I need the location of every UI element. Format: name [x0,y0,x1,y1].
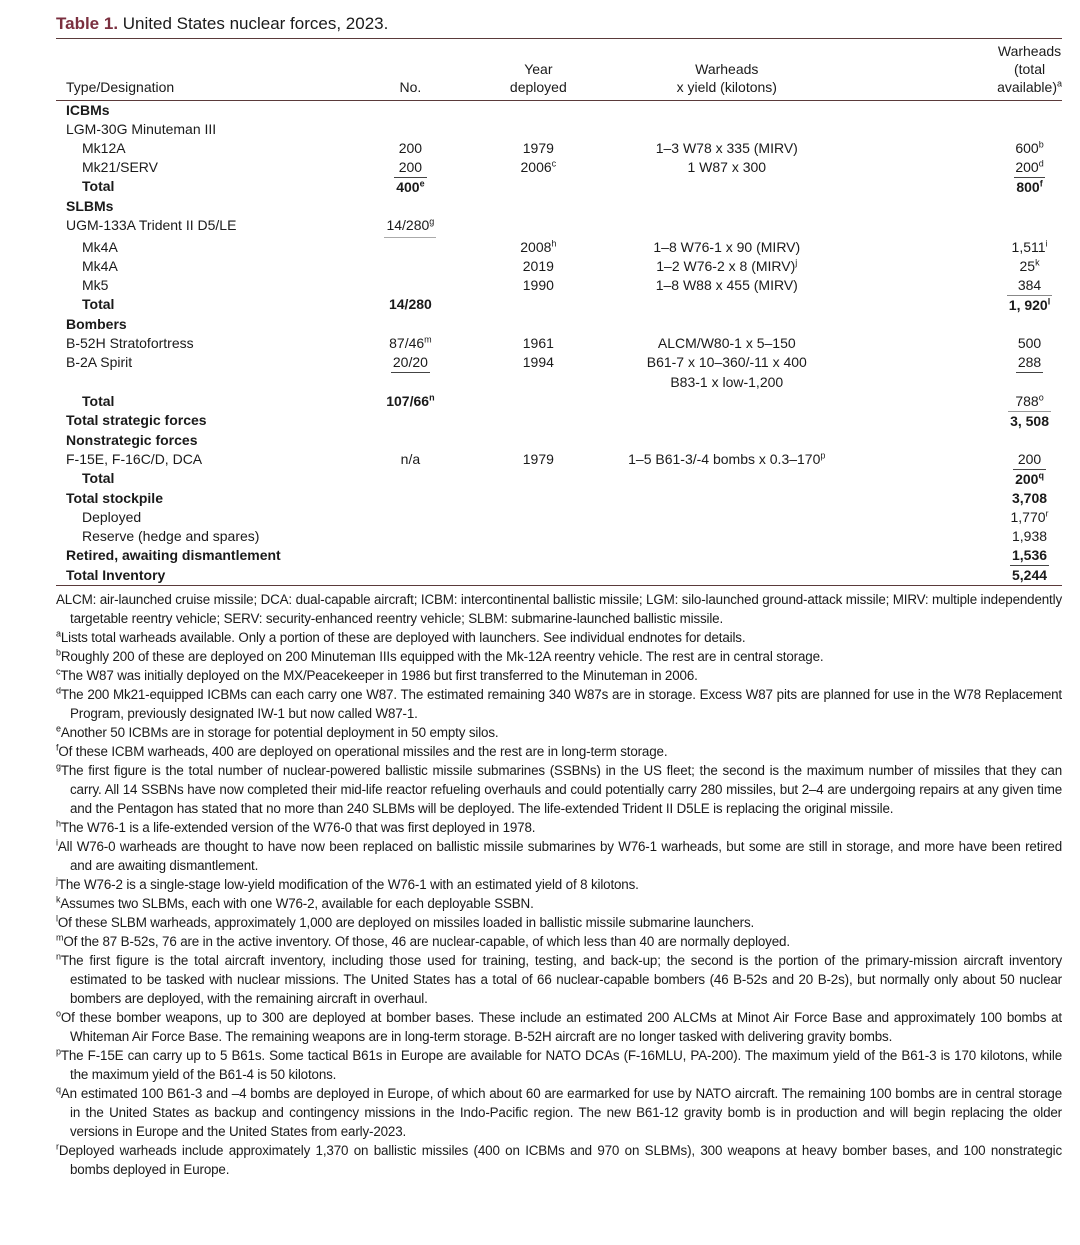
row-yield: 1–2 W76-2 x 8 (MIRV)$^j$ [656,257,798,274]
table-row [56,139,1062,158]
row-yield: 1–5 B61-3/-4 bombs x 0.3–170$^p$ [628,450,826,467]
total-row [56,411,1062,431]
footnote: $^h$The W76-1 is a life-extended version of the W76-0 that was first deployed in 1978. [56,818,536,835]
table-header-row [56,39,1062,101]
row-no: 14/280 [388,296,432,312]
footnote: $^k$Assumes two SLBMs, each with one W76-2, available for each deployable SSBN. [56,894,534,911]
row-no: 200 [398,159,423,175]
row-warheads: 1,938 [1012,528,1048,544]
row-warheads: 600$^b$ [1015,139,1044,156]
row-name: Total [82,296,115,312]
system-name: LGM-30G Minuteman III [66,121,217,137]
row-warheads: 3, 508 [1010,413,1049,429]
footnote: $^b$Roughly 200 of these are deployed on 200 Minuteman IIIs equipped with the Mk-12A reentry vehicle. The rest are in central storage. [56,647,824,664]
row-warheads: 1,770$^r$ [1010,508,1049,525]
total-row [56,546,1062,566]
nuclear-forces-table [56,38,1062,586]
row-no: 107/66$^n$ [386,392,435,409]
footnote: $^q$An estimated 100 B61-3 and –4 bombs are deployed in Europe, of which about 60 are earmarked for use by NATO aircraft. The remaining 100 bombs are in central storage in the United States as backup and contingency missions in the Indo-Pacific region. The new B61-12 gravity bomb is in production and will begin replacing the older versions in Europe and the United States from early-2023. [56,1084,1062,1139]
row-name: Deployed [82,509,142,525]
section-row-icbms [56,101,1062,121]
table-row [56,158,1062,177]
row-name: Reserve (hedge and spares) [82,528,260,544]
row-warheads: 800$^f$ [1016,178,1043,195]
section-row-bombers [56,315,1062,334]
row-warheads: 200$^q$ [1015,470,1044,487]
row-name: Mk4A [82,239,118,255]
row-warheads: 788$^o$ [1015,392,1044,409]
footnote: $^a$Lists total warheads available. Only a portion of these are deployed with launchers. See individual endnotes for details. [56,628,746,645]
row-year: 1994 [522,354,554,370]
row-yield: B61-7 x 10–360/-11 x 400 [646,354,807,370]
section-title: SLBMs [66,198,114,214]
footnote: $^i$All W76-0 warheads are thought to have now been replaced on ballistic missile submarines by W76-1 warheads, but some are still in storage, and more have been retired and are awaiting dismantlement. [56,837,1062,873]
table-row [56,276,1062,295]
row-name: Total stockpile [66,490,163,506]
section-title: Bombers [66,316,127,332]
total-row [56,177,1062,197]
total-row [56,489,1062,508]
footnote: $^d$The 200 Mk21-equipped ICBMs can each carry one W87. The estimated remaining 340 W87s are in storage. Excess W87 pits are planned for use in the W78 Replacement Program, previously designated IW-1 but now called W87-1. [56,685,1062,721]
total-row [56,392,1062,411]
row-year: 1990 [522,277,554,293]
table-row [56,527,1062,546]
row-warheads: 25$^k$ [1019,257,1040,274]
row-warheads: 1,511$^i$ [1011,238,1048,255]
table-row [56,216,1062,238]
section-title: ICBMs [66,102,110,118]
row-name: Mk12A [82,140,126,156]
footnote: $^p$The F-15E can carry up to 5 B61s. Some tactical B61s in Europe are available for NATO DCAs (F-16MLU, PA-200). The maximum yield of the B61-3 is 170 kilotons, while the maximum yield of the B61-4 is 50 kilotons. [56,1046,1062,1082]
row-no: n/a [400,451,421,467]
row-name: Total [82,393,115,409]
footnote: $^j$The W76-2 is a single-stage low-yield modification of the W76-1 with an estimated yield of 8 kilotons. [56,875,639,892]
footnote: $^c$The W87 was initially deployed on the MX/Peacekeeper in 1986 but first transferred to the Minuteman in 2006. [56,666,698,683]
table-row [56,508,1062,527]
row-yield: 1–8 W76-1 x 90 (MIRV) [653,239,801,255]
row-no: 14/280$^g$ [351,216,471,238]
row-name: B-52H Stratofortress [66,335,194,351]
col-header-year: Year deployed [509,61,567,95]
row-warheads: 1,536 [847,546,1062,566]
row-warheads: 384 [1017,277,1042,293]
table-row [56,120,1062,139]
footnote: $^f$Of these ICBM warheads, 400 are deployed on operational missiles and the rest are in long-term storage. [56,742,668,759]
row-year: 2008$^h$ [520,238,557,255]
section-title: Nonstrategic forces [66,432,198,448]
row-warheads: 1, 920$^l$ [1008,296,1051,313]
row-yield: B83-1 x low-1,200 [670,374,784,390]
section-row-slbms [56,197,1062,216]
row-year: 1979 [522,140,554,156]
col-header-no: No. [399,79,422,95]
row-no: 20/20 [351,353,471,373]
col-header-warheads: Warheads (total available)$^a$ [997,43,1063,95]
document-page [56,12,1062,1179]
row-no: 87/46$^m$ [389,334,432,351]
footnote: $^l$Of these SLBM warheads, approximately 1,000 are deployed on missiles loaded in ballistic missile submarine launchers. [56,913,755,930]
row-year: 2006$^c$ [520,158,557,175]
row-name: F-15E, F-16C/D, DCA [66,451,203,467]
row-warheads: 500 [1017,335,1042,351]
table-row [56,353,1062,373]
row-year: 1961 [522,335,554,351]
table-row [56,450,1062,469]
footnote: $^r$Deployed warheads include approximately 1,370 on ballistic missiles (400 on ICBMs and 970 on SLBMs), 300 weapons at heavy bomber bases, and 100 nonstrategic bombs deployed in Europe. [56,1141,1062,1177]
row-warheads: 3,708 [1012,490,1048,506]
row-no: 400e [396,178,425,195]
row-warheads: 200$^d$ [1015,158,1044,175]
row-warheads: 288 [847,353,1062,373]
row-yield: 1–3 W78 x 335 (MIRV) [655,140,798,156]
total-row [56,566,1062,586]
system-name: UGM-133A Trident II D5/LE [66,217,237,233]
row-year: 2019 [522,258,554,274]
footnote: $^m$Of the 87 B-52s, 76 are in the active inventory. Of those, 46 are nuclear-capable, of which less than 40 are normally deployed. [56,932,790,949]
footnote: $^o$Of these bomber weapons, up to 300 are deployed at bomber bases. These include an estimated 200 ALCMs at Minot Air Force Base and approximately 100 bombs at Whiteman Air Force Base. The remaining weapons are in long-term storage. B-52H aircraft are no longer tasked with delivering gravity bombs. [56,1008,1062,1044]
row-name: Total [82,178,115,194]
row-warheads: 5,244 [1012,567,1048,583]
table-notes [56,590,1062,1179]
row-name: Retired, awaiting dismantlement [66,547,281,563]
table-row [56,238,1062,257]
footnote: $^g$The first figure is the total number of nuclear-powered ballistic missile submarines (SSBNs) in the US fleet; the second is the maximum number of missiles that they can carry. All 14 SSBNs have now completed their mid-life reactor refueling overhauls and could potentially carry 280 missiles, but 2–4 are undergoing repairs at any given time and the Pentagon has stated that no more than 240 SLBMs will be deployed. The life-extended Trident II D5LE is replacing the original missile. [56,761,1062,816]
col-header-type: Type/Designation [66,79,175,95]
row-name: Mk5 [82,277,109,293]
row-yield: ALCM/W80-1 x 5–150 [657,335,796,351]
total-row [56,469,1062,489]
caption-text: United States nuclear forces, 2023. [122,14,389,33]
caption-label: Table 1. [56,14,119,33]
row-name: Total strategic forces [66,412,207,428]
section-row-nonstrategic [56,431,1062,450]
row-yield: 1 W87 x 300 [687,159,767,175]
row-name: B-2A Spirit [66,354,133,370]
table-row [56,334,1062,353]
row-name: Total Inventory [66,567,166,583]
col-header-yield: Warheads x yield (kilotons) [676,61,777,95]
table-caption [56,12,1062,36]
table-row [56,373,1062,392]
row-yield: 1–8 W88 x 455 (MIRV) [655,277,798,293]
footnote: $^n$The first figure is the total aircraft inventory, including those used for training, testing, and back-up; the second is the portion of the primary-mission aircraft inventory estimated to be tasked with nuclear missions. The United States has a total of 66 nuclear-capable bombers (46 B-52s and 20 B-2s), but normally only about 50 nuclear bombers are deployed, with the remaining aircraft in overhaul. [56,951,1062,1006]
row-year: 1979 [522,451,554,467]
row-warheads: 200 [1017,451,1042,467]
note-abbreviations: ALCM: air-launched cruise missile; DCA: dual-capable aircraft; ICBM: intercontinental ballistic missile; LGM: silo-launched ground-attack missile; MIRV: multiple independently targetable reentry vehicle; SERV: security-enhanced reentry vehicle; SLBM: submarine-launched ballistic missile. [56,592,1063,626]
row-name: Mk4A [82,258,118,274]
footnote: $^e$Another 50 ICBMs are in storage for potential deployment in 50 empty silos. [56,723,499,740]
table-row [56,257,1062,276]
row-name: Mk21/SERV [82,159,158,175]
total-row [56,295,1062,315]
row-no: 200 [398,140,423,156]
row-name: Total [82,470,115,486]
